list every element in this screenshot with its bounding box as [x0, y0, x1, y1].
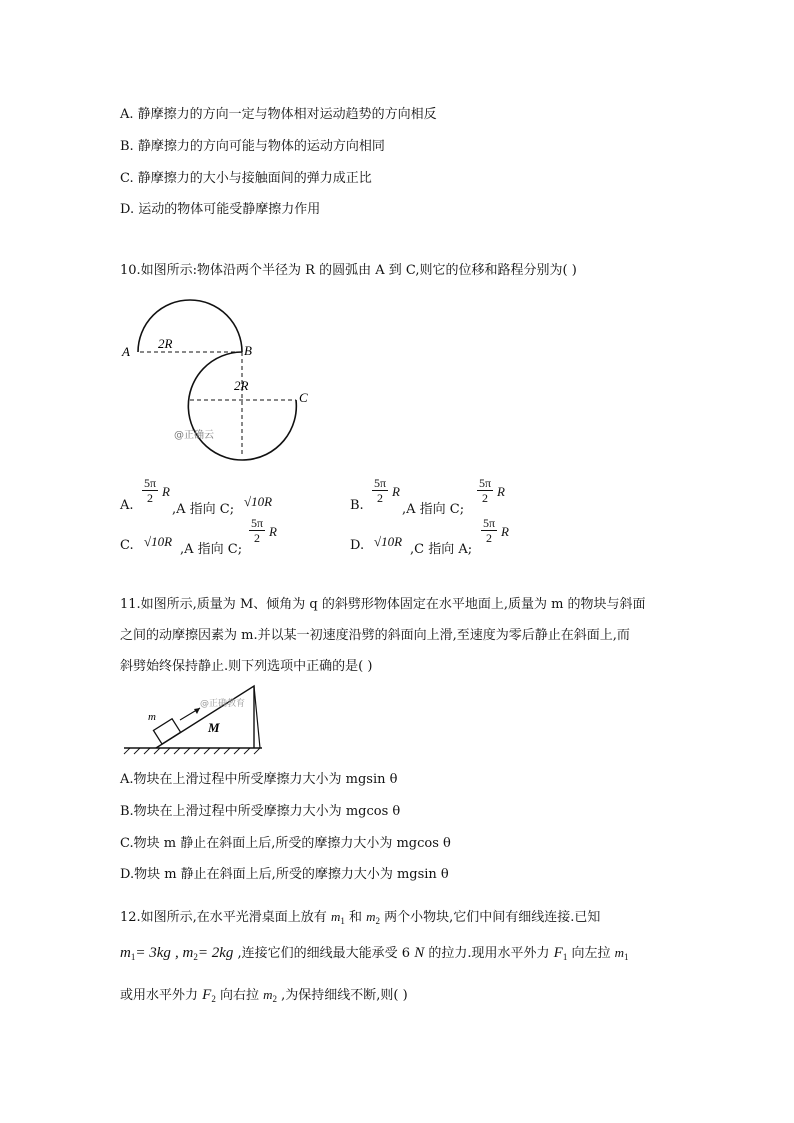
sqrt-10r: √10R — [144, 534, 173, 549]
fraction-5pi-over-2: $\frac{5\pi}{2}$ — [374, 476, 387, 505]
m1-equation: $m_1= 3kg$ — [120, 945, 171, 962]
q10-option-c: C. √10R ,A 指向 C; $\frac{5\pi}{2}$ R — [120, 516, 277, 557]
label-c: C — [299, 390, 308, 405]
f2-symbol: $F_2$ — [202, 987, 216, 1004]
label-2r-top: 2R — [158, 336, 173, 351]
f1-symbol: $F_1$ — [553, 945, 568, 962]
q10-option-d: D. √10R ,C 指向 A; $\frac{5\pi}{2}$ R — [350, 516, 509, 557]
m1-symbol: $m_1$ — [614, 945, 629, 962]
q11-incline-figure — [118, 684, 268, 756]
m2-equation: , $m_2= 2kg$ — [175, 945, 234, 962]
q10-option-a: A. $\frac{5\pi}{2}$ R ,A 指向 C; √10R — [120, 476, 273, 517]
q11-option-d: D.物块 m 静止在斜面上后,所受的摩擦力大小为 mgsin θ — [120, 867, 449, 882]
q9-option-c: C. 静摩擦力的大小与接触面间的弹力成正比 — [120, 171, 372, 186]
fraction-5pi-over-2: $\frac{5\pi}{2}$ — [144, 476, 157, 505]
watermark: @正确教育 — [200, 699, 246, 709]
sqrt-10r: √10R — [374, 534, 403, 549]
newton-unit: N — [414, 945, 425, 961]
q10-arc-figure — [118, 296, 318, 466]
label-m: m — [148, 711, 156, 723]
ground-hatching — [124, 748, 260, 754]
q9-option-a: A. 静摩擦力的方向一定与物体相对运动趋势的方向相反 — [120, 107, 437, 122]
fraction-5pi-over-2: $\frac{5\pi}{2}$ — [479, 476, 492, 505]
q9-option-d: D. 运动的物体可能受静摩擦力作用 — [120, 202, 321, 217]
watermark: @正确云 — [174, 430, 214, 441]
q9-option-b: B. 静摩擦力的方向可能与物体的运动方向相同 — [120, 139, 385, 154]
m2-symbol: $m_2$ — [366, 909, 381, 926]
m1-symbol: $m_1$ — [330, 909, 345, 926]
label-b: B — [244, 343, 252, 358]
block-m — [153, 719, 180, 744]
q11-stem-line-3: 斜劈始终保持静止.则下列选项中正确的是( ) — [120, 659, 373, 674]
wedge-right-edge — [254, 686, 260, 748]
fraction-5pi-over-2: $\frac{5\pi}{2}$ — [251, 516, 264, 545]
q12-line-2: $m_1= 3kg$ , $m_2= 2kg$ ,连接它们的细线最大能承受 6 N 的拉力.现用水平外力 $F_1$ 向左拉 $m_1$ — [120, 945, 629, 962]
q11-stem-line-1: 11.如图所示,质量为 M、倾角为 q 的斜劈形物体固定在水平地面上,质量为 m 的物块与斜面 — [120, 597, 646, 612]
fraction-5pi-over-2: $\frac{5\pi}{2}$ — [483, 516, 496, 545]
q10-stem: 10.如图所示:物体沿两个半径为 R 的圆弧由 A 到 C,则它的位移和路程分别为( ) — [120, 263, 577, 278]
sqrt-10r: √10R — [244, 494, 273, 509]
q10-option-b: B. $\frac{5\pi}{2}$ R ,A 指向 C; $\frac{5\pi}{2}$ R — [350, 476, 505, 517]
m2-symbol: $m_2$ — [263, 987, 278, 1004]
q11-option-b: B.物块在上滑过程中所受摩擦力大小为 mgcos θ — [120, 804, 401, 819]
label-2r-vertical: 2R — [234, 378, 249, 393]
q11-option-c: C.物块 m 静止在斜面上后,所受的摩擦力大小为 mgcos θ — [120, 836, 451, 851]
upper-arc — [138, 300, 242, 352]
q12-line-3: 或用水平外力 $F_2$ 向右拉 $m_2$ ,为保持细线不断,则( ) — [120, 987, 408, 1004]
label-a: A — [122, 344, 130, 359]
q12-line-1: 12.如图所示,在水平光滑桌面上放有 $m_1$ 和 $m_2$ 两个小物块,它们中间有细线连接.已知 — [120, 909, 601, 926]
q11-stem-line-2: 之间的动摩擦因素为 m.并以某一初速度沿劈的斜面向上滑,至速度为零后静止在斜面上,而 — [120, 628, 630, 643]
q11-option-a: A.物块在上滑过程中所受摩擦力大小为 mgsin θ — [120, 772, 398, 787]
label-big-m: M — [208, 720, 220, 735]
